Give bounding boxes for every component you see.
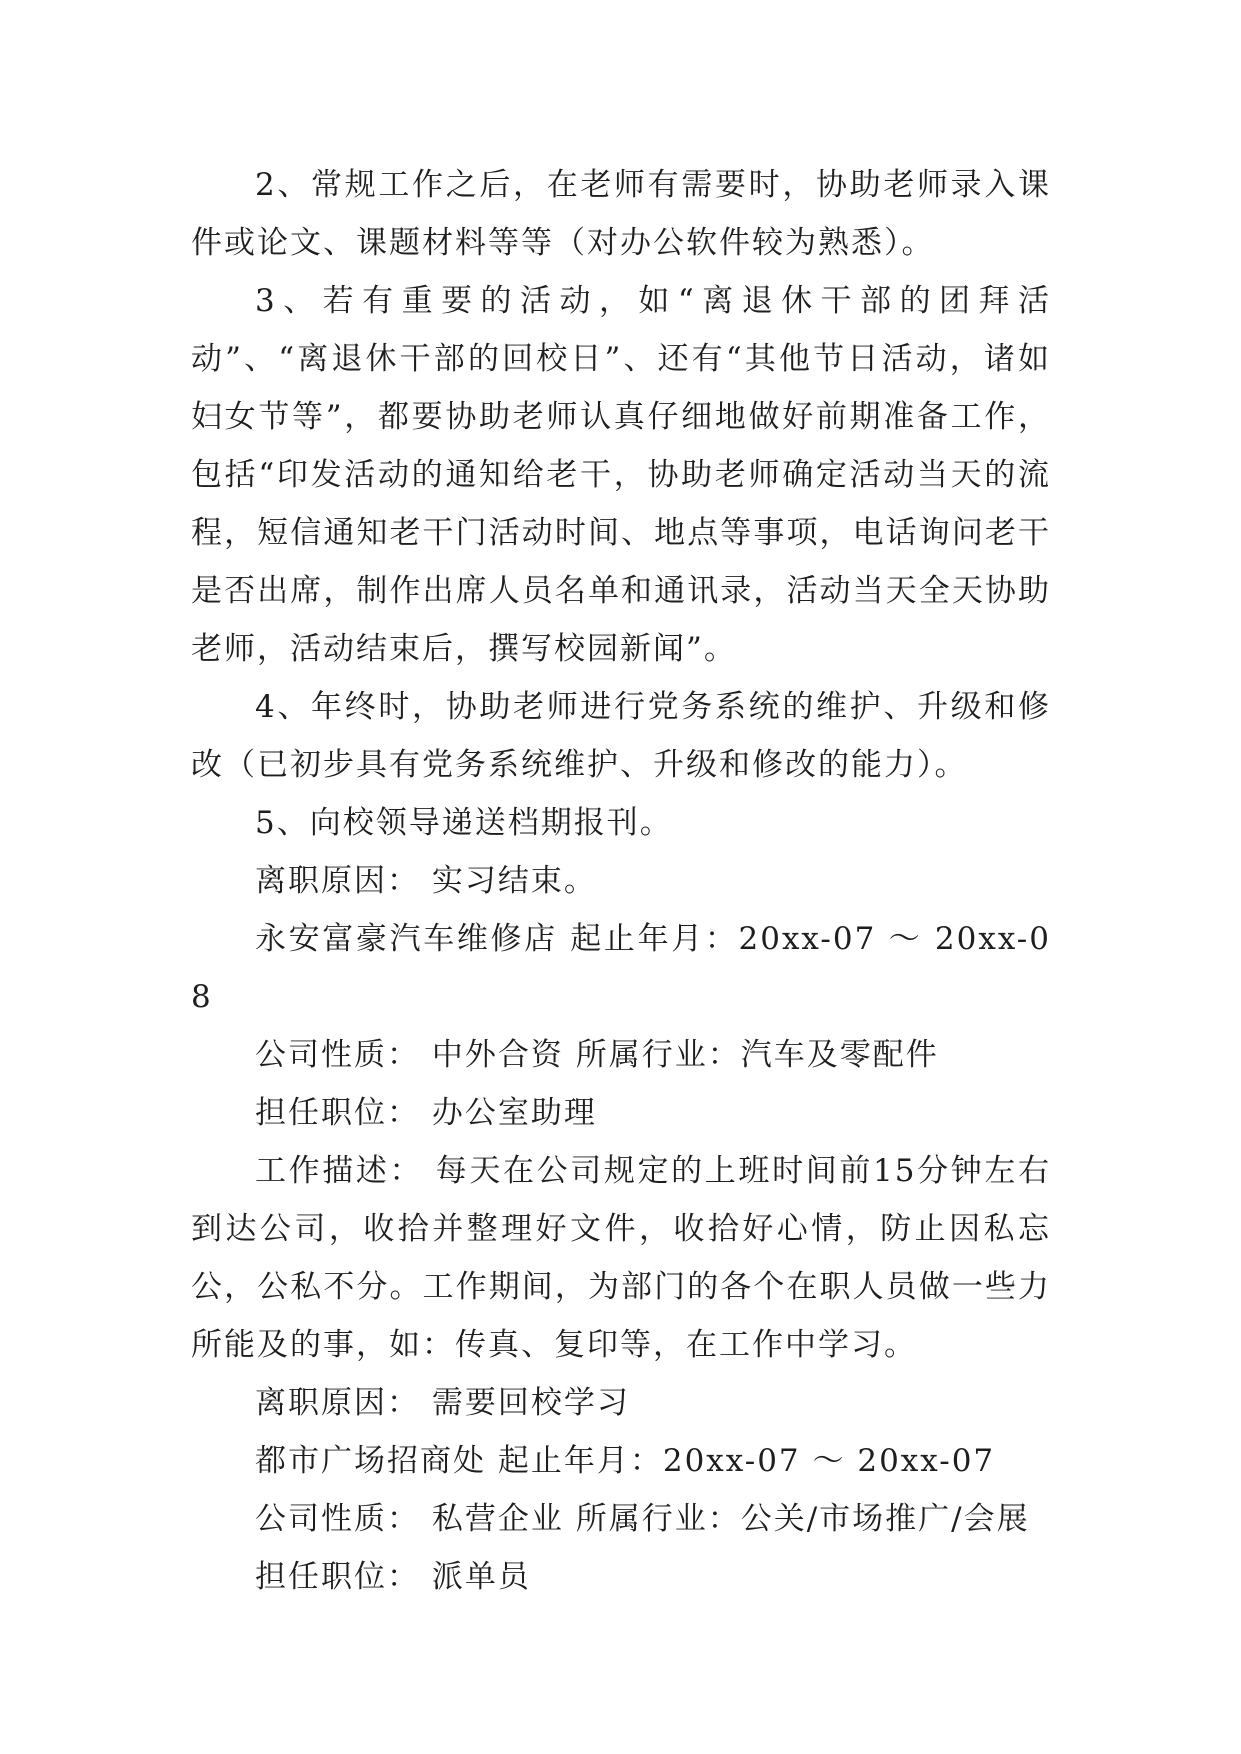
paragraph-duty-2: 2、常规工作之后，在老师有需要时，协助老师录入课件或论文、课题材料等等（对办公软件较为熟悉）。 (191, 167, 1051, 261)
paragraph-duty-4: 4、年终时，协助老师进行党务系统的维护、升级和修改（已初步具有党务系统维护、升级和修改的能力）。 (191, 689, 1051, 783)
employer-3-header: 都市广场招商处 起止年月：20xx-07 ～ 20xx-07 (255, 1443, 996, 1479)
employer-2-header: 永安富豪汽车维修店 起止年月：20xx-07 ～ 20xx-08 (191, 921, 1051, 1015)
position-3: 担任职位： 派单员 (255, 1559, 531, 1595)
company-type-3: 公司性质： 私营企业 所属行业：公关/市场推广/会展 (255, 1501, 1030, 1537)
paragraph-duty-5: 5、向校领导递送档期报刊。 (255, 805, 673, 841)
document-body (191, 156, 1051, 1606)
leave-reason-2: 离职原因： 需要回校学习 (255, 1385, 630, 1421)
paragraph-duty-3: 3、若有重要的活动，如“离退休干部的团拜活动”、“离退休干部的回校日”、还有“其他节日活动，诸如妇女节等”，都要协助老师认真仔细地做好前期准备工作，包括“印发活动的通知给老干，协助老师确定活动当天的流程，短信通知老干门活动时间、地点等事项，电话询问老干是否出席，制作出席人员名单和通讯录，活动当天全天协助老师，活动结束后，撰写校园新闻”。 (191, 283, 1051, 667)
position-2: 担任职位： 办公室助理 (255, 1095, 597, 1131)
job-description-2: 工作描述： 每天在公司规定的上班时间前15分钟左右到达公司，收拾并整理好文件，收拾好心情，防止因私忘公，公私不分。工作期间，为部门的各个在职人员做一些力所能及的事，如：传真、复印等，在工作中学习。 (191, 1153, 1051, 1363)
leave-reason-1: 离职原因： 实习结束。 (255, 863, 597, 899)
company-type-2: 公司性质： 中外合资 所属行业：汽车及零配件 (255, 1037, 939, 1073)
